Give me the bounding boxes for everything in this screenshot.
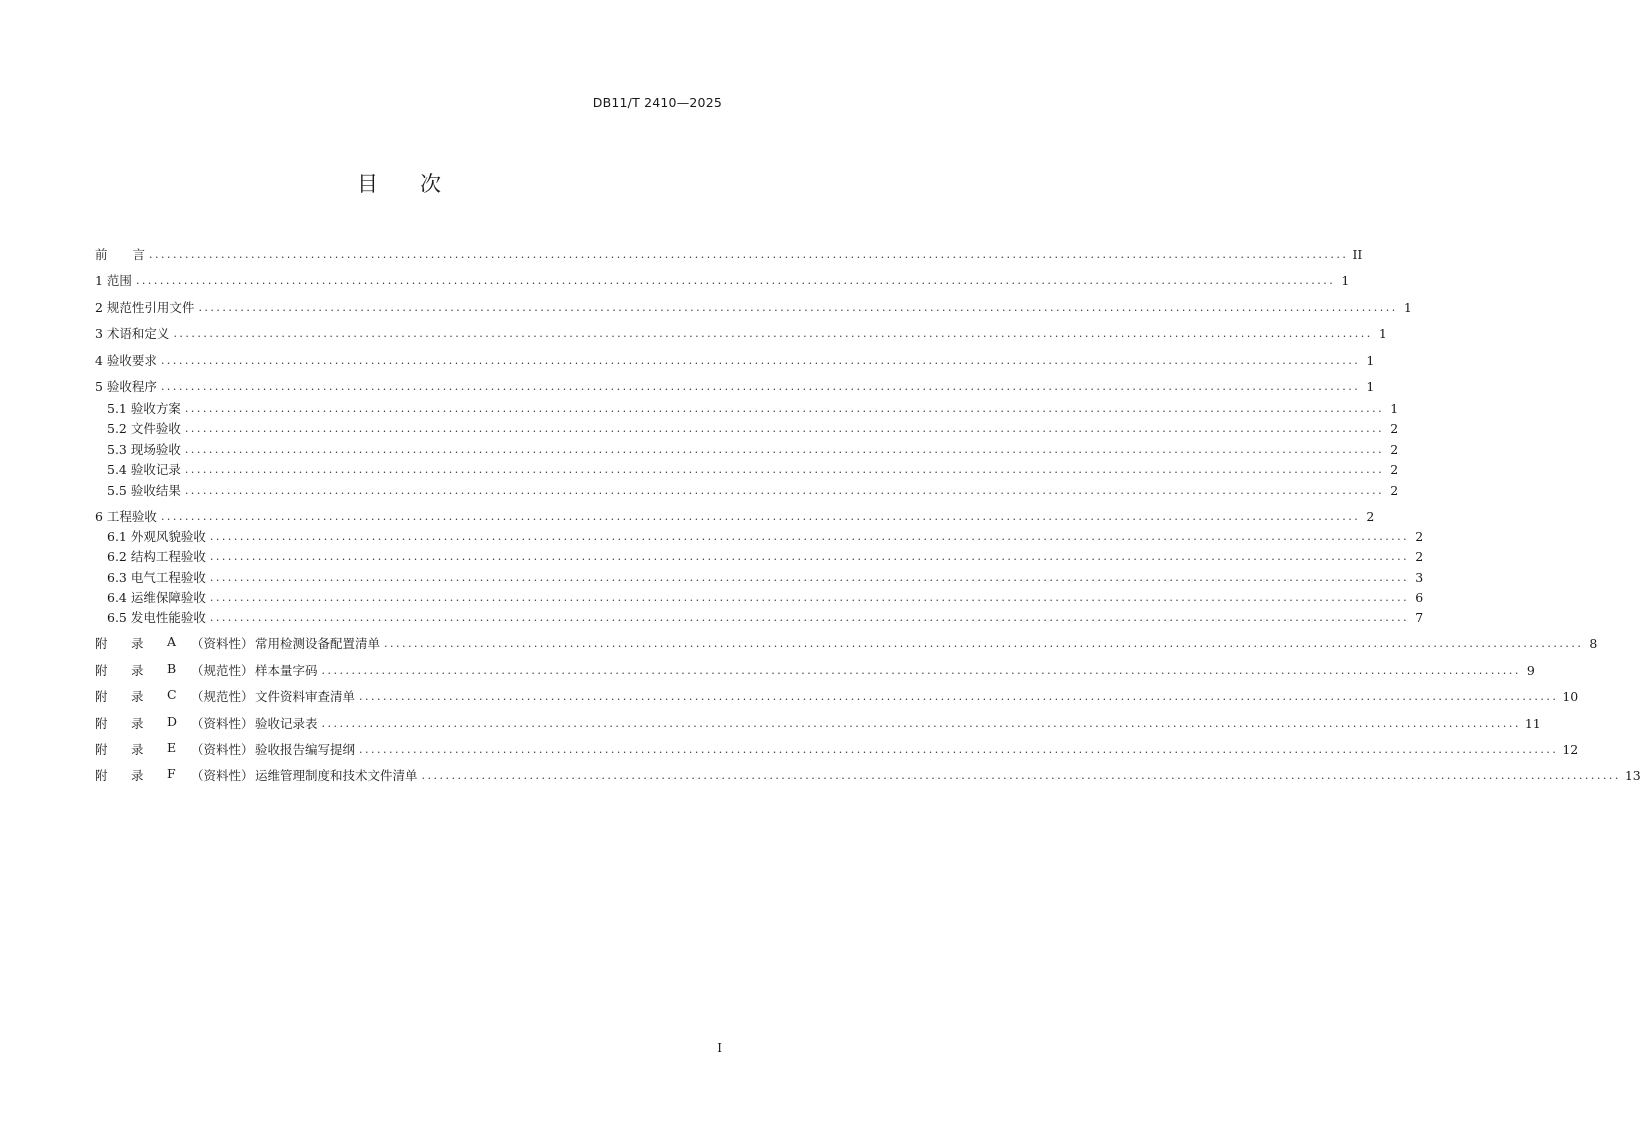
appendix-letter: A bbox=[167, 634, 177, 649]
toc-entry-label: 6.4 运维保障验收 bbox=[107, 590, 206, 605]
toc-entry-page: 2 bbox=[1390, 420, 1399, 436]
toc-entry[interactable] bbox=[95, 481, 1399, 499]
appendix-page: 11 bbox=[1524, 715, 1541, 731]
toc-entry-label: 3 术语和定义 bbox=[95, 326, 170, 341]
toc-entry-label: 4 验收要求 bbox=[95, 353, 157, 368]
toc-entry[interactable] bbox=[95, 245, 1363, 263]
toc-entry[interactable] bbox=[95, 608, 1424, 626]
appendix-page: 10 bbox=[1562, 688, 1579, 704]
toc-entry-page: 1 bbox=[1378, 325, 1387, 341]
toc-leader-dots: ........................................................................................................................................................................................................ bbox=[321, 716, 1521, 730]
appendix-prefix: 附 bbox=[95, 742, 108, 757]
appendix-word: 录 bbox=[131, 663, 144, 678]
appendix-prefix: 附 bbox=[95, 663, 108, 678]
toc-leader-dots: ........................................................................................................................................................................................................ bbox=[184, 442, 1385, 456]
toc-entry[interactable] bbox=[95, 460, 1399, 478]
toc-entry-page: 3 bbox=[1415, 569, 1424, 585]
toc-entry-page: 7 bbox=[1415, 609, 1424, 625]
toc-leader-dots: ........................................................................................................................................................................................................ bbox=[209, 590, 1410, 604]
appendix-title: 验收记录表 bbox=[255, 716, 318, 731]
toc-entry-label: 1 范围 bbox=[95, 273, 132, 288]
toc-entry[interactable] bbox=[95, 507, 1375, 525]
appendix-title: 文件资料审查清单 bbox=[255, 689, 356, 704]
toc-entry-label: 2 规范性引用文件 bbox=[95, 300, 195, 315]
appendix-prefix: 附 bbox=[95, 716, 108, 731]
toc-entry[interactable] bbox=[95, 271, 1350, 289]
appendix-letter: D bbox=[167, 714, 178, 729]
appendix-page: 9 bbox=[1526, 662, 1535, 678]
toc-entry-label: 5.2 文件验收 bbox=[107, 421, 181, 436]
toc-entry[interactable] bbox=[95, 527, 1424, 545]
appendix-title: 验收报告编写提纲 bbox=[255, 742, 356, 757]
toc-entry[interactable] bbox=[95, 324, 1387, 342]
toc-leader-dots: ........................................................................................................................................................................................................ bbox=[198, 300, 1398, 314]
toc-leader-dots: ........................................................................................................................................................................................................ bbox=[135, 273, 1336, 287]
appendix-letter: C bbox=[167, 687, 177, 702]
toc-appendix-entry[interactable] bbox=[95, 661, 1535, 679]
appendix-title: 样本量字码 bbox=[255, 663, 318, 678]
appendix-page: 8 bbox=[1589, 635, 1598, 651]
appendix-label bbox=[95, 687, 355, 705]
appendix-prefix: 附 bbox=[95, 689, 108, 704]
toc-entry-label: 5.4 验收记录 bbox=[107, 462, 181, 477]
toc-entry[interactable] bbox=[95, 419, 1399, 437]
toc-entry-page: 2 bbox=[1366, 508, 1375, 524]
appendix-label bbox=[95, 740, 355, 758]
appendix-label bbox=[95, 661, 318, 679]
toc-entry-label: 6.3 电气工程验收 bbox=[107, 570, 206, 585]
toc-leader-dots: ........................................................................................................................................................................................................ bbox=[184, 483, 1385, 497]
toc-entry[interactable] bbox=[95, 568, 1424, 586]
toc-entry-page: 1 bbox=[1403, 299, 1412, 315]
toc-leader-dots: ........................................................................................................................................................................................................ bbox=[209, 549, 1410, 563]
appendix-prefix: 附 bbox=[95, 768, 108, 783]
appendix-type: （资料性） bbox=[191, 742, 254, 757]
toc-entry-page: 2 bbox=[1415, 548, 1424, 564]
title-char-2: 次 bbox=[420, 172, 443, 196]
toc-leader-dots: ........................................................................................................................................................................................................ bbox=[184, 401, 1385, 415]
toc-entry-page: II bbox=[1352, 246, 1363, 262]
toc-entry-label: 5.3 现场验收 bbox=[107, 442, 181, 457]
appendix-label bbox=[95, 766, 418, 784]
appendix-prefix: 附 bbox=[95, 636, 108, 651]
toc-entry-label: 6.2 结构工程验收 bbox=[107, 549, 206, 564]
toc-appendix-entry[interactable] bbox=[95, 634, 1598, 652]
toc-entry[interactable] bbox=[95, 399, 1399, 417]
toc-entry-label: 5 验收程序 bbox=[95, 379, 157, 394]
toc-appendix-entry[interactable] bbox=[95, 740, 1579, 758]
toc-entry[interactable] bbox=[95, 440, 1399, 458]
toc-entry-label: 5.5 验收结果 bbox=[107, 483, 181, 498]
toc-entry-page: 1 bbox=[1366, 352, 1375, 368]
toc-leader-dots: ........................................................................................................................................................................................................ bbox=[173, 326, 1373, 340]
appendix-type: （资料性） bbox=[191, 636, 254, 651]
appendix-word: 录 bbox=[131, 716, 144, 731]
toc-leader-dots: ........................................................................................................................................................................................................ bbox=[209, 529, 1410, 543]
toc-entry-label: 前 言 bbox=[95, 247, 146, 262]
toc-entry-label: 6 工程验收 bbox=[95, 509, 157, 524]
appendix-type: （资料性） bbox=[191, 716, 254, 731]
toc-entry-label: 6.1 外观风貌验收 bbox=[107, 529, 206, 544]
appendix-page: 12 bbox=[1562, 741, 1579, 757]
page-title bbox=[0, 168, 800, 198]
toc-leader-dots: ........................................................................................................................................................................................................ bbox=[209, 610, 1410, 624]
toc-entry[interactable] bbox=[95, 377, 1375, 395]
appendix-label bbox=[95, 634, 380, 652]
toc-leader-dots: ........................................................................................................................................................................................................ bbox=[384, 636, 1584, 650]
appendix-word: 录 bbox=[131, 689, 144, 704]
toc-leader-dots: ........................................................................................................................................................................................................ bbox=[359, 742, 1559, 756]
appendix-title: 常用检测设备配置清单 bbox=[255, 636, 381, 651]
title-char-1: 目 bbox=[357, 172, 380, 196]
toc-entry-page: 2 bbox=[1390, 441, 1399, 457]
toc-leader-dots: ........................................................................................................................................................................................................ bbox=[160, 379, 1361, 393]
toc-appendix-entry[interactable] bbox=[95, 687, 1579, 705]
toc-entry-label: 5.1 验收方案 bbox=[107, 401, 181, 416]
appendix-title: 运维管理制度和技术文件清单 bbox=[255, 768, 418, 783]
toc-leader-dots: ........................................................................................................................................................................................................ bbox=[321, 663, 1521, 677]
toc-leader-dots: ........................................................................................................................................................................................................ bbox=[209, 570, 1410, 584]
appendix-letter: F bbox=[167, 766, 176, 781]
appendix-word: 录 bbox=[131, 742, 144, 757]
toc-entry-page: 1 bbox=[1366, 378, 1375, 394]
toc-entry-page: 2 bbox=[1390, 461, 1399, 477]
toc-leader-dots: ........................................................................................................................................................................................................ bbox=[149, 247, 1349, 261]
appendix-letter: E bbox=[167, 740, 177, 755]
toc-appendix-entry[interactable] bbox=[95, 714, 1541, 732]
toc-leader-dots: ........................................................................................................................................................................................................ bbox=[184, 421, 1385, 435]
toc-leader-dots: ........................................................................................................................................................................................................ bbox=[421, 768, 1621, 782]
toc-entry[interactable] bbox=[95, 588, 1424, 606]
appendix-letter: B bbox=[167, 661, 177, 676]
appendix-word: 录 bbox=[131, 636, 144, 651]
toc-entry-page: 2 bbox=[1390, 482, 1399, 498]
toc-entry-page: 6 bbox=[1415, 589, 1424, 605]
toc-entry[interactable] bbox=[95, 298, 1412, 316]
toc-appendix-entry[interactable] bbox=[95, 766, 1641, 784]
toc-entry-page: 1 bbox=[1390, 400, 1399, 416]
toc-entry-page: 2 bbox=[1415, 528, 1424, 544]
page-number: I bbox=[717, 1041, 722, 1055]
toc-leader-dots: ........................................................................................................................................................................................................ bbox=[160, 353, 1361, 367]
appendix-label bbox=[95, 714, 318, 732]
document-code: DB11/T 2410—2025 bbox=[592, 95, 722, 110]
toc-entry[interactable] bbox=[95, 547, 1424, 565]
toc-entry-page: 1 bbox=[1341, 272, 1350, 288]
toc-leader-dots: ........................................................................................................................................................................................................ bbox=[160, 509, 1361, 523]
toc-entry[interactable] bbox=[95, 351, 1375, 369]
appendix-type: （规范性） bbox=[191, 663, 254, 678]
appendix-word: 录 bbox=[131, 768, 144, 783]
toc-entry-label: 6.5 发电性能验收 bbox=[107, 610, 206, 625]
toc-leader-dots: ........................................................................................................................................................................................................ bbox=[359, 689, 1559, 703]
appendix-type: （资料性） bbox=[191, 768, 254, 783]
appendix-page: 13 bbox=[1624, 767, 1641, 783]
toc-leader-dots: ........................................................................................................................................................................................................ bbox=[184, 462, 1385, 476]
appendix-type: （规范性） bbox=[191, 689, 254, 704]
